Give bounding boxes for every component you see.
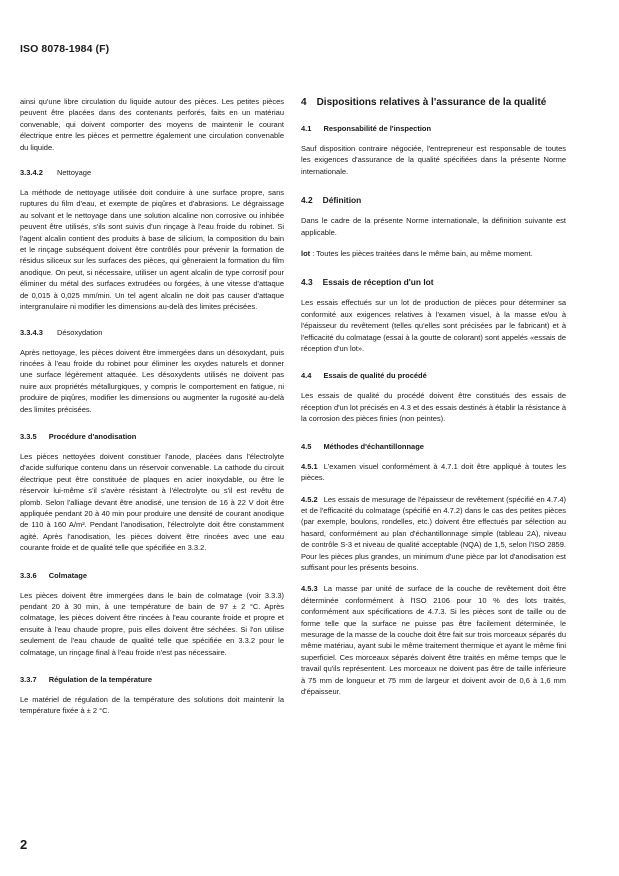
heading-number: 3.3.7: [20, 675, 37, 685]
heading-title: Définition: [322, 195, 362, 206]
heading-title: Colmatage: [48, 570, 88, 580]
heading-title: Procédure d'anodisation: [48, 431, 137, 441]
heading-number: 4.1: [301, 124, 312, 133]
heading-number: 3.3.4.2: [20, 168, 43, 178]
paragraph-nettoyage: La méthode de nettoyage utilisée doit conduire à une surface propre, sans ruptures du film d'eau, et exempte de piqûres et d'abrasions. Le dégraissage au solvant et le nettoyage dans une solution alcaline non corrosive ou inhibée peuvent être utilisés, s'ils sont suivis d'un rinçage à l'eau froide du robinet. Si l'agent alcalin contient des produits à base de silicium, la composition du bain et le rinçage subséquent doivent être contrôlés pour prévenir la formation de résidus siliceux sur les surfaces des pièces, qui gêneraient la formation du film anodique. On peut, si nécessaire, utiliser un agent alcalin de type corrosif pour éliminer du métal des surfaces extrudées ou forgées, à une vitesse d'attaque de 0,015 à 0,025 mm/min. Un tel agent alcalin ne doit pas causer d'attaque intergranulaire ni modifier les dimensions au-delà des limites précisées.: [20, 188, 284, 312]
right-column: [301, 96, 566, 707]
term-lot-definition: : Toutes les pièces traitées dans le même bain, au même moment.: [310, 249, 533, 259]
paragraph-text: La masse par unité de surface de la couche de revêtement doit être déterminée conformément à l'ISO 2106 pour 10 % des lots traités, conformément aux spécifications de 4.7.3. Si les pièces sont de taille ou de forme telle que la surface ne puisse pas être facilement déterminée, le mesurage de la masse de la couche doit être fait sur trois morceaux séparés du même matériau, ayant subi le même traitement thermique et ayant le même fini superficiel. Ces morceaux séparés doivent être traités en même temps que le travail qu'ils représentent. Les morceaux ne doivent pas être de taille inférieure à 75 mm de longueur et 75 mm de largeur et doivent avoir de 0,6 à 1,6 mm d'épaisseur.: [301, 584, 566, 696]
paragraph-number: 4.5.2: [301, 494, 318, 504]
intro-paragraph: ainsi qu'une libre circulation du liquide autour des pièces. Les petites pièces peuvent être placées dans des contenants perforés, faits en un matériau convenable, qui doivent comporter des moyens de maintenir le courant électrique entre les pièces et permettre également une circulation convenable du liquide.: [20, 97, 284, 152]
heading-title: Régulation de la température: [48, 675, 153, 685]
page-number: 2: [20, 837, 28, 852]
left-column: [20, 96, 284, 727]
paragraph-reception-lot: Les essais effectués sur un lot de production de pièces pour déterminer sa conformité aux exigences relatives à l'examen visuel, à la masse et/ou à l'épaisseur du revêtement (telles qu'elles sont précisées par le fabricant) et à l'efficacité du colmatage (essai à la goutte de colorant) sont appelés «essais de réception d'un lot».: [301, 298, 566, 354]
paragraph-4-5-2: [301, 494, 566, 574]
page-header: ISO 8078-1984 (F): [20, 43, 110, 55]
paragraph-number: 4.5.3: [301, 584, 318, 594]
paragraph-lot-definition: [301, 248, 566, 259]
heading-4-2: [301, 195, 566, 206]
heading-4-4: [301, 370, 566, 381]
heading-number: 3.3.4.3: [20, 327, 43, 337]
heading-title: Responsabilité de l'inspection: [323, 124, 432, 133]
heading-title: Méthodes d'échantillonnage: [323, 441, 424, 451]
term-lot: lot: [301, 249, 311, 259]
heading-number: 4.5: [301, 441, 312, 451]
heading-number: 3.3.5: [20, 431, 37, 441]
paragraph-definition: Dans le cadre de la présente Norme internationale, la définition suivante est applicable.: [301, 216, 566, 237]
heading-3-3-6: [20, 570, 284, 581]
heading-title: Désoxydation: [56, 327, 103, 337]
heading-title: Essais de réception d'un lot: [322, 277, 434, 288]
heading-4-5: [301, 441, 566, 452]
heading-4-1: [301, 123, 566, 134]
paragraph-temperature: Le matériel de régulation de la température des solutions doit maintenir la température fixée à ± 2 °C.: [20, 695, 284, 716]
heading-number: 4.2: [301, 195, 313, 206]
paragraph-text: L'examen visuel conformément à 4.7.1 doit être appliqué à toutes les pièces.: [301, 461, 566, 483]
heading-title: Essais de qualité du procédé: [323, 371, 427, 381]
paragraph-4-5-3: [301, 583, 566, 697]
heading-number: 4.3: [301, 277, 313, 288]
heading-3-3-7: [20, 674, 284, 685]
heading-title: Dispositions relatives à l'assurance de la qualité: [316, 97, 547, 108]
heading-3-3-4-3: [20, 327, 284, 338]
heading-3-3-4-2: [20, 167, 284, 178]
heading-4-3: [301, 277, 566, 288]
paragraph-desoxydation: Après nettoyage, les pièces doivent être immergées dans un désoxydant, puis rincées à l'eau froide du robinet pour éliminer les oxydes naturels et donner une surface légèrement attaquée. Les désoxydents utilisés ne doivent pas nuire aux propriétés métallurgiques, y compris le comportement en fatigue, ni produire de piqûres, modifier les dimensions ou augmenter la rugosité au-delà des limites précisées.: [20, 347, 284, 414]
paragraph-responsabilite: Sauf disposition contraire négociée, l'entrepreneur est responsable de toutes les exigences d'assurance de la qualité spécifiées dans la présente Norme internationale.: [301, 144, 566, 176]
heading-4: [301, 96, 566, 109]
paragraph-qualite-procede: Les essais de qualité du procédé doivent être constitués des essais de réception d'un lot précisés en 4.3 et des essais destinés à établir la résistance à la corrosion des pièces finies (non peintes).: [301, 391, 566, 424]
paragraph-number: 4.5.1: [301, 461, 318, 471]
heading-number: 4.4: [301, 371, 312, 381]
heading-3-3-5: [20, 431, 284, 442]
paragraph-text: Les essais de mesurage de l'épaisseur de revêtement (spécifié en 4.7.4) et de l'efficacité du colmatage (spécifié en 4.7.2) dans le cas des petites pièces (par exemple, boulons, rondelles, etc.) doivent être effectués par sélection au hasard, conformément au plan d'échantillonnage simple (tableau 2A), niveau de contrôle S-3 et niveau de qualité acceptable (NQA) de 1,5, selon l'ISO 2859. Pour les pièces plus grandes, un minimum d'une pièce par lot d'anodisation est suffisant pour les présents besoins.: [301, 494, 566, 572]
paragraph-colmatage: Les pièces doivent être immergées dans le bain de colmatage (voir 3.3.3) pendant 20 à 30 min, à une température de bain de 97 ± 2 °C. Après colmatage, les pièces doivent être rincées à l'eau courante froide et propre et ensuite à l'eau chaude propre, puis elles doivent être séchées. Si l'on utilise seulement de l'eau chaude de qualité telle que spécifiée en 3.3.2 pour le colmatage, un rinçage final à l'eau froide n'est pas nécessaire.: [20, 590, 284, 657]
paragraph-4-5-1: [301, 461, 566, 484]
paragraph-anodisation: Les pièces nettoyées doivent constituer l'anode, placées dans l'électrolyte d'acide sulfurique contenu dans un réservoir convenable. La cathode du circuit électrique peut être constituée de plaques en acier inoxydable, ou être le réservoir lui-même s'il s'avère résistant à l'électrolyte ou s'il est revêtu de plomb. Selon l'alliage devant être anodisé, une tension de 16 à 22 V doit être appliquée pendant 20 à 40 min pour produire une densité de courant anodique de 110 à 160 A/m². Pendant l'anodisation, l'électrolyte doit être constamment agité. Après l'anodisation, les pièces doivent être rincées avec une eau courante froide et de qualité telle que spécifiée en 3.3.2.: [20, 451, 284, 553]
heading-number: 3.3.6: [20, 570, 37, 580]
heading-title: Nettoyage: [56, 168, 92, 178]
heading-number: 4: [301, 97, 307, 108]
